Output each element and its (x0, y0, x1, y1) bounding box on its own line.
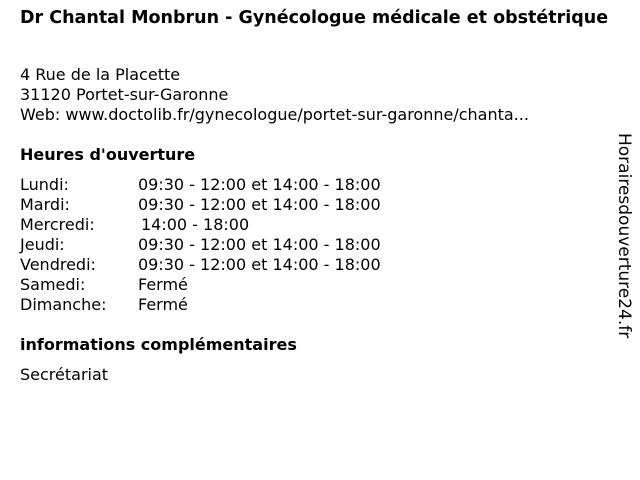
hours-value: Fermé (138, 295, 188, 314)
hours-value: Fermé (138, 275, 188, 294)
day-label: Lundi: (20, 175, 69, 194)
additional-info-heading: informations complémentaires (20, 335, 297, 354)
hours-value: 09:30 - 12:00 et 14:00 - 18:00 (138, 255, 381, 274)
additional-info-text: Secrétariat (20, 365, 109, 384)
day-label: Dimanche: (20, 295, 107, 314)
hours-value: 14:00 - 18:00 (141, 215, 250, 234)
hours-value: 09:30 - 12:00 et 14:00 - 18:00 (138, 175, 381, 194)
site-watermark: Horairesdouverture24.fr (614, 133, 634, 339)
street-address: 4 Rue de la Placette (20, 65, 181, 84)
day-label: Mercredi: (20, 215, 95, 234)
day-label: Vendredi: (20, 255, 96, 274)
city-address: 31120 Portet-sur-Garonne (20, 85, 229, 104)
hours-value: 09:30 - 12:00 et 14:00 - 18:00 (138, 195, 381, 214)
opening-hours-heading: Heures d'ouverture (20, 145, 196, 164)
website-link[interactable]: Web: www.doctolib.fr/gynecologue/portet-sur-garonne/chanta... (20, 105, 529, 124)
day-label: Mardi: (20, 195, 70, 214)
hours-value: 09:30 - 12:00 et 14:00 - 18:00 (138, 235, 381, 254)
address-block (20, 65, 529, 125)
page-title: Dr Chantal Monbrun - Gynécologue médicale et obstétrique (20, 8, 609, 28)
day-label: Jeudi: (20, 235, 65, 254)
day-label: Samedi: (20, 275, 86, 294)
